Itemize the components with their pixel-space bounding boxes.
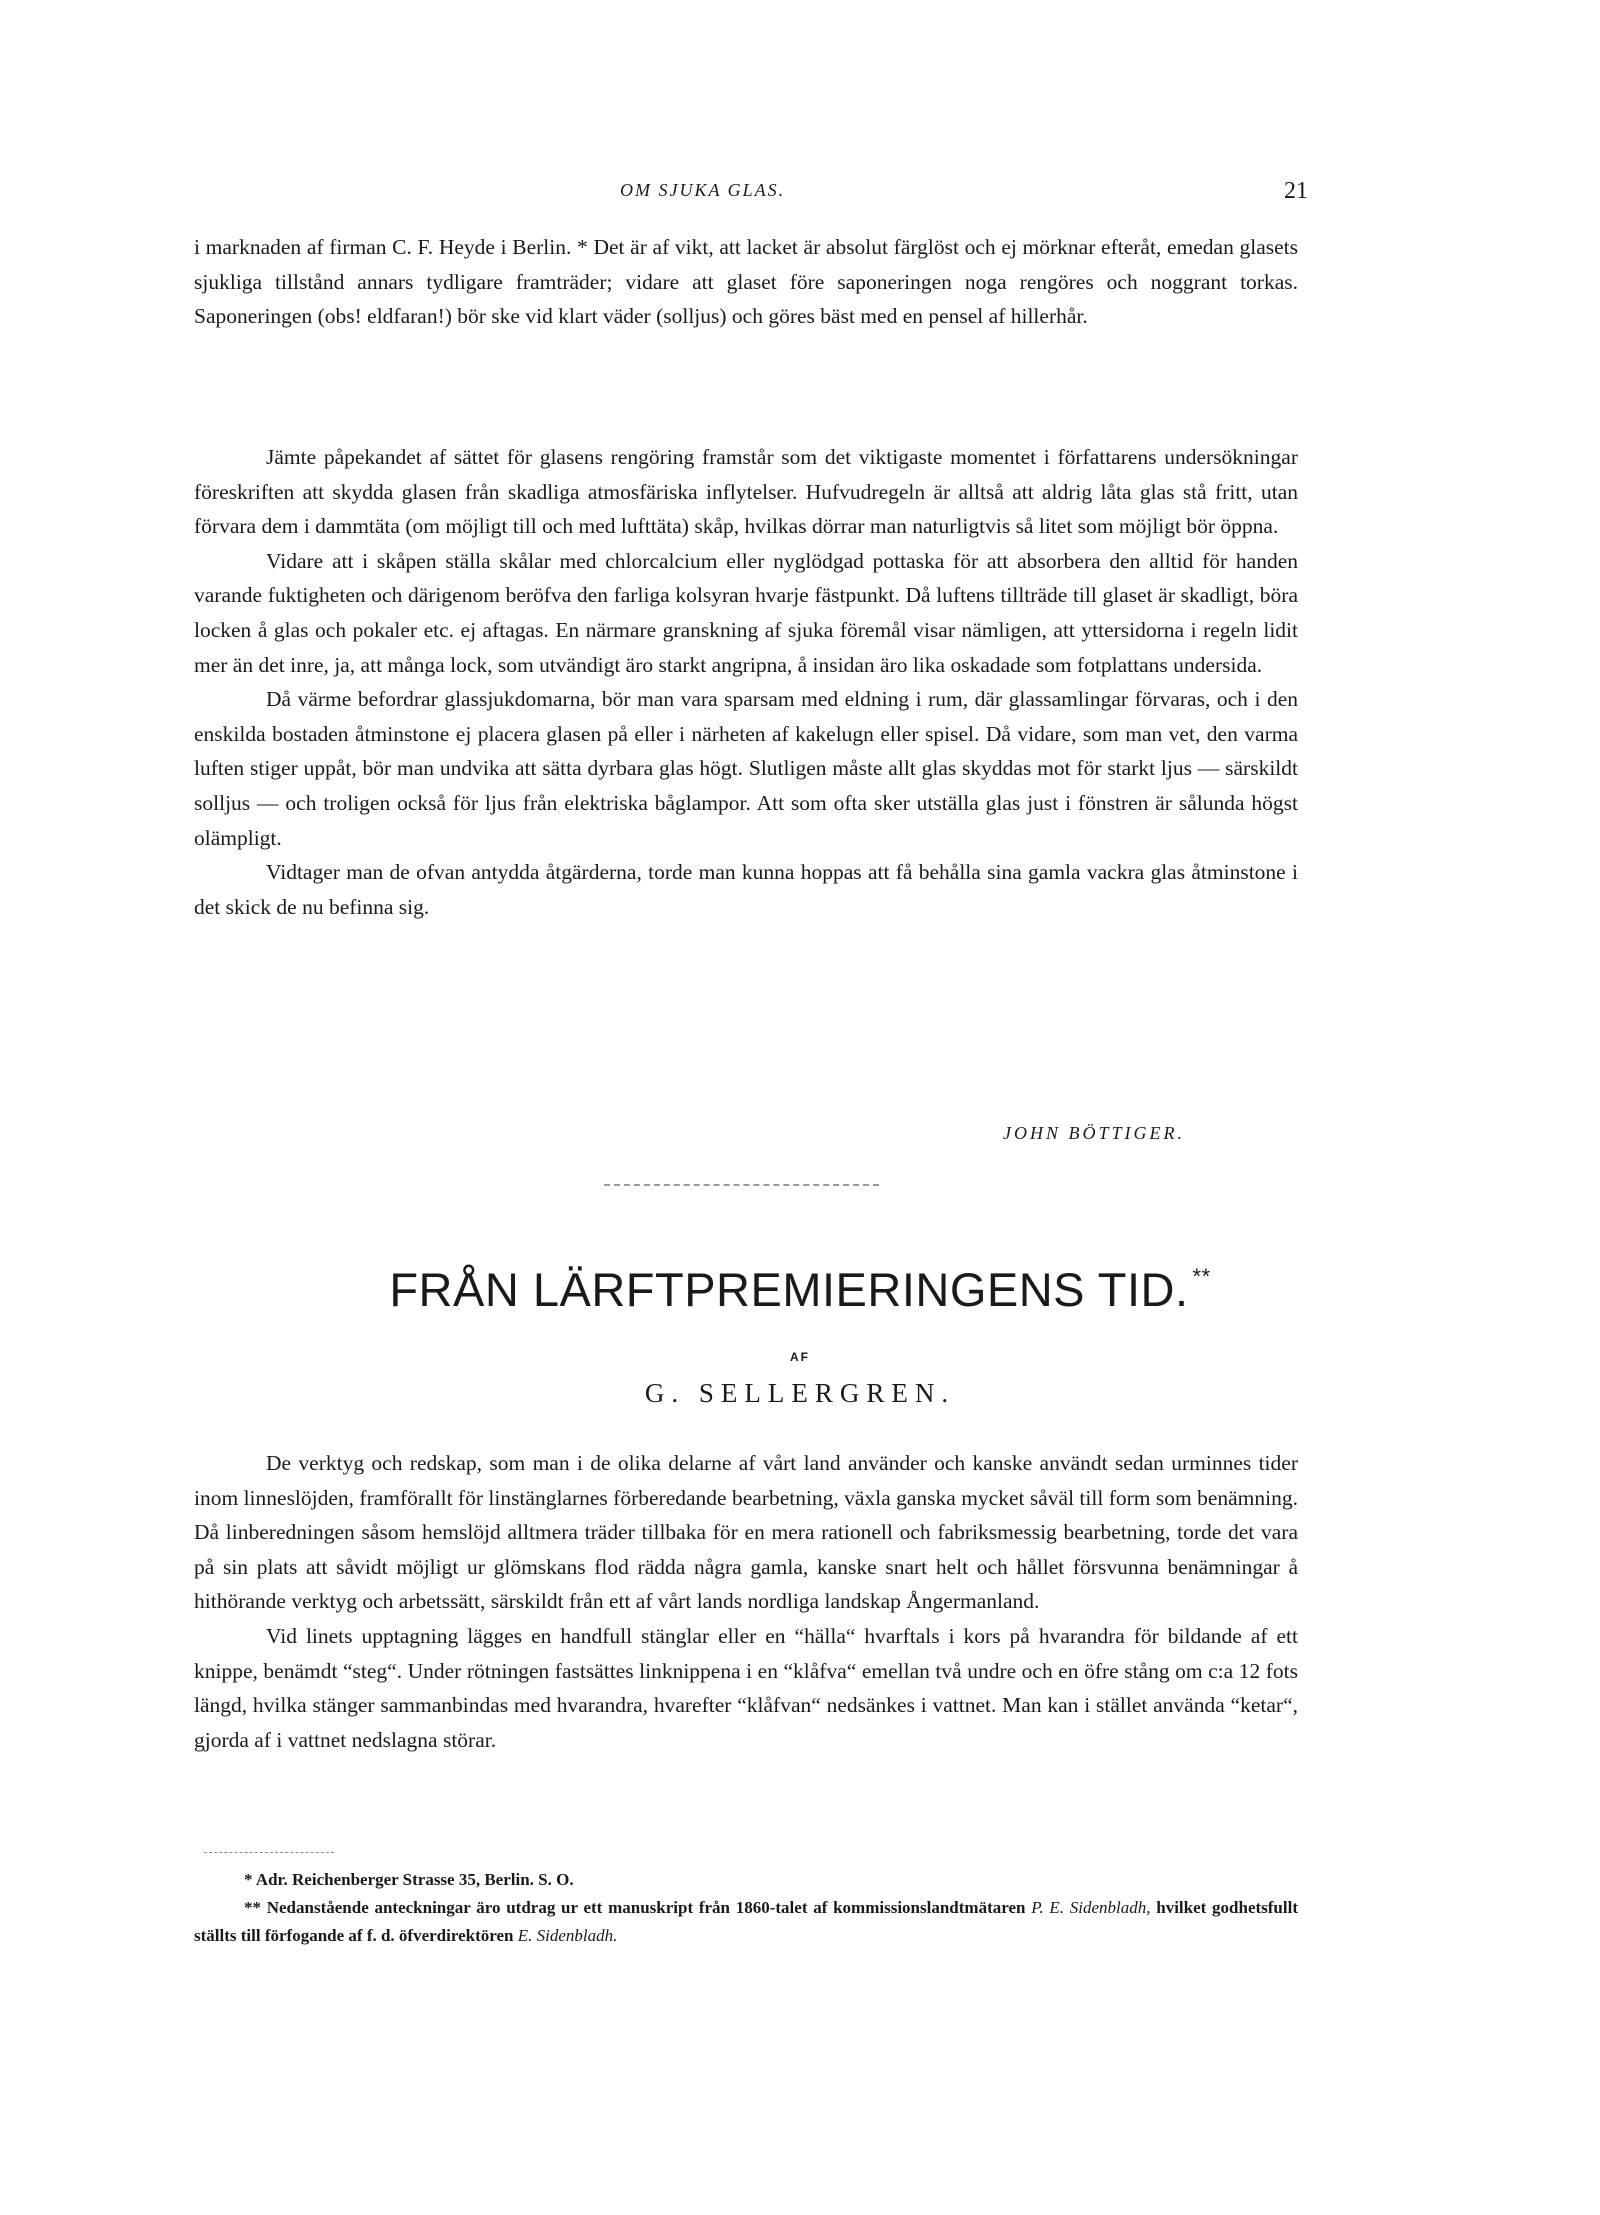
footnote-2-text: ** Nedanstående anteckningar äro utdrag ur ett manuskript från 1860-talet af kommissionslandtmätaren [244, 1898, 1026, 1917]
footnote-2-name: P. E. Sidenbladh, [1031, 1898, 1151, 1917]
byline-prefix: AF [790, 1350, 810, 1364]
continuation-paragraph: i marknaden af firman C. F. Heyde i Berlin. * Det är af vikt, att lacket är absolut färglöst och ej mörknar efteråt, emedan glasets sjukliga tillstånd annars tydligare framträder; vidare att glaset före saponeringen noga rengöres och noggrant torkas. Saponeringen (obs! eldfaran!) bör ske vid klart väder (solljus) och göres bäst med en pensel af hillerhår. [194, 235, 1298, 329]
page-number: 21 [1284, 178, 1308, 204]
article-title-text: FRÅN LÄRFTPREMIERINGENS TID. [389, 1263, 1189, 1316]
paragraph: Jämte påpekandet af sättet för glasens rengöring framstår som det viktigaste momentet i författarens undersökningar föreskriften att skydda glasen från skadliga atmosfäriska inflytelser. Hufvudregeln är alltså att aldrig låta glas stå fritt, utan förvara dem i dammtäta (om möjligt till och med lufttäta) skåp, hvilkas dörrar man naturligtvis så litet som möjligt bör öppna. [194, 445, 1298, 539]
paragraph: Då värme befordrar glassjukdomarna, bör man vara sparsam med eldning i rum, där glassamlingar förvaras, och i den enskilda bostaden åtminstone ej placera glasen på eller i närheten af kakelugn eller spisel. Då vidare, som man vet, den varma luften stiger uppåt, bör man undvika att sätta dyrbara glas högt. Slutligen måste allt glas skyddas mot för starkt ljus — särskildt solljus — och troligen också för ljus från elektriska båglampor. Att som ofta sker utställa glas just i fönstren är sålunda högst olämpligt. [194, 687, 1298, 850]
article-title [0, 1262, 1600, 1317]
paragraph: Vidare att i skåpen ställa skålar med chlorcalcium eller nyglödgad pottaska för att absorbera den alltid för handen varande fuktigheten och därigenom beröfva den farliga kolsyran hvarje fästpunkt. Då luftens tillträde till glaset är skadligt, böra locken å glas och pokaler etc. ej aftagas. En närmare granskning af sjuka föremål visar nämligen, att yttersidorna i regeln lidit mer än det inre, ja, att många lock, som utvändigt äro starkt angripna, å insidan äro lika oskadade som fotplattans undersida. [194, 548, 1298, 677]
footnote-2 [194, 1894, 1298, 1950]
running-head: OM SJUKA GLAS. [620, 180, 786, 200]
article-conclusion-block [194, 440, 1298, 924]
section-divider [604, 1184, 879, 1186]
footnote-2-name-2: E. Sidenbladh. [517, 1926, 618, 1945]
continuation-block [194, 230, 1298, 334]
footnote-1: * Adr. Reichenberger Strasse 35, Berlin. S. O. [244, 1870, 574, 1889]
footnotes [194, 1866, 1298, 1950]
author-signature: JOHN BÖTTIGER. [1003, 1123, 1185, 1143]
paragraph: Vid linets upptagning lägges en handfull stänglar eller en “hälla“ hvarftals i kors på hvarandra för bildande af ett knippe, benämdt “steg“. Under rötningen fastsättes linknippena i en “klåfva“ emellan två undre och en öfre stång om c:a 12 fots längd, hvilka stänger sammanbindas med hvarandra, hvarefter “klåfvan“ nedsänkes i vattnet. Man kan i stället använda “ketar“, gjorda af i vattnet nedslagna störar. [194, 1623, 1298, 1752]
article-author: G. SELLERGREN. [644, 1378, 956, 1408]
footnote-2-mid: hvilket godhetsfullt ställts till förfogande af f. d. öfverdirektören [194, 1898, 1298, 1945]
article-body [194, 1446, 1298, 1757]
footnote-rule [204, 1852, 334, 1853]
paragraph: Vidtager man de ofvan antydda åtgärderna, torde man kunna hoppas att få behålla sina gamla vackra glas åtminstone i det skick de nu befinna sig. [194, 860, 1298, 919]
paragraph: De verktyg och redskap, som man i de olika delarne af vårt land använder och kanske användt sedan urminnes tider inom linneslöjden, framförallt för linstänglarnes förberedande bearbetning, växla ganska mycket såväl till form som benämning. Då linberedningen såsom hemslöjd alltmera träder tillbaka för en mera rationell och fabriksmessig bearbetning, torde det vara på sin plats att såvidt möjligt ur glömskans flod rädda några gamla, kanske snart helt och hållet försvunna benämningar å hithörande verktyg och arbetssätt, särskildt från ett af vårt lands nordliga landskap Ångermanland. [194, 1451, 1298, 1614]
footnote-mark: ** [1192, 1264, 1211, 1289]
